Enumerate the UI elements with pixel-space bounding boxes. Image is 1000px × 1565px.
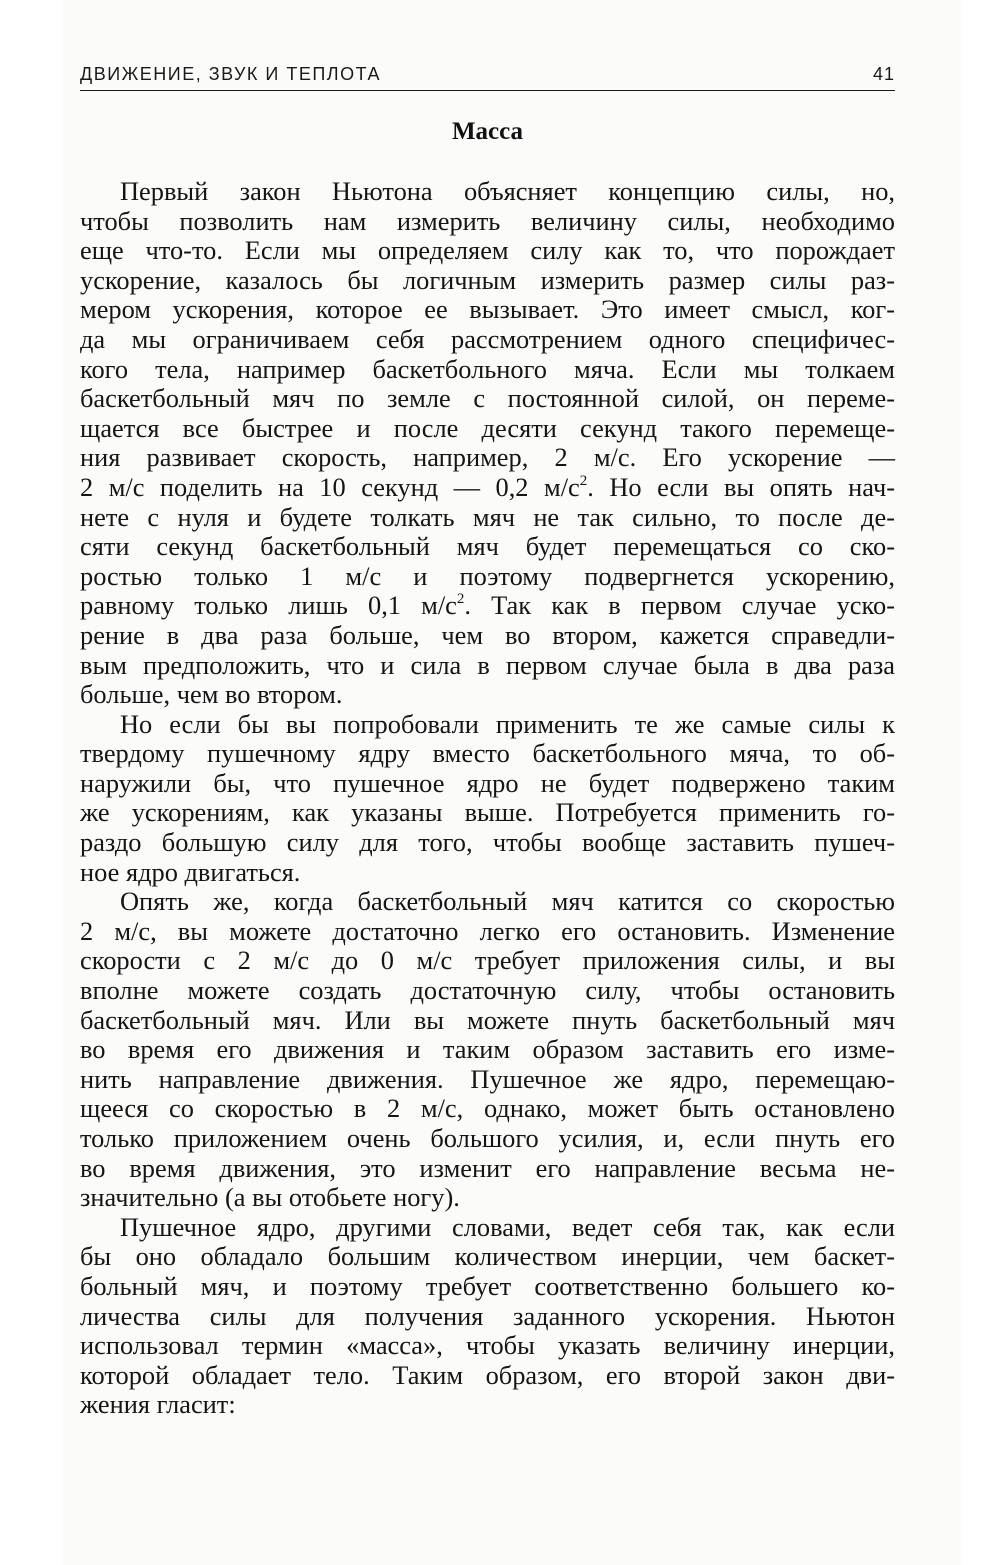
text-line: же ускорениям, как указаны выше. Потребуется применить го-: [80, 797, 895, 828]
text-line: ное ядро двигаться.: [80, 856, 301, 887]
text-line: мером ускорения, которое ее вызывает. Это имеет смысл, ког-: [80, 294, 895, 325]
text-line: бы оно обладало большим количеством инерции, чем баскет-: [80, 1241, 895, 1272]
text-line: равному только лишь 0,1 $м/с^2$. Так как в первом случае уско-: [80, 590, 895, 621]
text-line: вполне можете создать достаточную силу, чтобы остановить: [80, 975, 895, 1006]
text-line: кого тела, например баскетбольного мяча. Если мы толкаем: [80, 353, 895, 384]
text-line: наружили бы, что пушечное ядро не будет подвержено таким: [80, 767, 895, 798]
text-line: только приложением очень большого усилия, и, если пнуть его: [80, 1123, 895, 1153]
text-line: больный мяч, и поэтому требует соответственно большего ко-: [80, 1270, 895, 1301]
text-line: 2 м/с, вы можете достаточно легко его остановить. Изменение: [80, 915, 895, 946]
text-line: баскетбольный мяч по земле с постоянной силой, он переме-: [80, 383, 895, 414]
text-line: 2 м/с поделить на 10 секунд — 0,2 $м/с^2$. Но если вы опять нач-: [80, 471, 896, 502]
text-line: сяти секунд баскетбольный мяч будет перемещаться со ско-: [80, 531, 895, 562]
paragraph-4: [80, 1213, 895, 1420]
paragraph-3: [80, 887, 895, 1213]
running-head: [80, 62, 895, 88]
text-line: рение в два раза больше, чем во втором, кажется справедли-: [80, 619, 895, 650]
text-line: твердому пушечному ядру вместо баскетбольного мяча, то об-: [80, 738, 895, 769]
text-line: больше, чем во втором.: [80, 679, 343, 710]
text-line: которой обладает тело. Таким образом, его второй закон дви-: [80, 1359, 895, 1390]
text-line: личества силы для получения заданного ускорения. Ньютон: [80, 1300, 895, 1331]
text-line: раздо большую силу для того, чтобы вообще заставить пушеч-: [80, 827, 895, 858]
text-line: баскетбольный мяч. Или вы можете пнуть баскетбольный мяч: [80, 1004, 895, 1035]
text-line: жения гласит:: [80, 1389, 236, 1420]
text-line: щееся со скоростью в 2 м/с, однако, может быть остановлено: [80, 1093, 895, 1124]
superscript-2: 2: [456, 591, 465, 608]
text-line: щается все быстрее и после десяти секунд такого перемеще-: [80, 412, 895, 443]
text-line: использовал термин «масса», чтобы указать величину инерции,: [80, 1330, 895, 1361]
text-line: нить направление движения. Пушечное же ядро, перемещаю-: [80, 1063, 895, 1094]
running-head-title: ДВИЖЕНИЕ, ЗВУК И ТЕПЛОТА: [80, 64, 381, 84]
text-line: значительно (а вы отобьете ногу).: [80, 1182, 460, 1213]
text-line: ния развивает скорость, например, 2 м/с. Его ускорение —: [80, 442, 895, 473]
superscript-2: 2: [579, 472, 588, 489]
section-title: Масса: [451, 118, 524, 145]
text-line: да мы ограничиваем себя рассмотрением одного специфичес-: [80, 323, 895, 354]
text-line: Пушечное ядро, другими словами, ведет себя так, как если: [120, 1211, 895, 1242]
header-rule: [80, 90, 895, 91]
text-line: ускорение, казалось бы логичным измерить размер силы раз-: [80, 264, 895, 295]
text-line: во время его движения и таким образом заставить его изме-: [80, 1034, 895, 1065]
page-number: 41: [872, 64, 895, 84]
text-line: скорости с 2 м/с до 0 м/с требует приложения силы, и вы: [80, 945, 895, 976]
text-line: чтобы позволить нам измерить величину силы, необходимо: [80, 205, 895, 236]
paragraph-1: [80, 177, 895, 710]
paragraph-2: [80, 710, 895, 888]
text-line: Но если бы вы попробовали применить те же самые силы к: [120, 708, 895, 739]
text-line: нете с нуля и будете толкать мяч не так сильно, то после де-: [80, 501, 895, 532]
text-line: еще что-то. Если мы определяем силу как то, что порождает: [80, 235, 895, 266]
text-line: вым предположить, что и сила в первом случае была в два раза: [80, 649, 895, 680]
text-line: во время движения, это изменит его направление весьма не-: [80, 1152, 895, 1183]
text-line: ростью только 1 м/с и поэтому подвергнется ускорению,: [80, 560, 895, 591]
text-line: Первый закон Ньютона объясняет концепцию силы, но,: [120, 176, 895, 206]
text-line: Опять же, когда баскетбольный мяч катится со скоростью: [120, 886, 895, 917]
body-text: [80, 177, 895, 1420]
